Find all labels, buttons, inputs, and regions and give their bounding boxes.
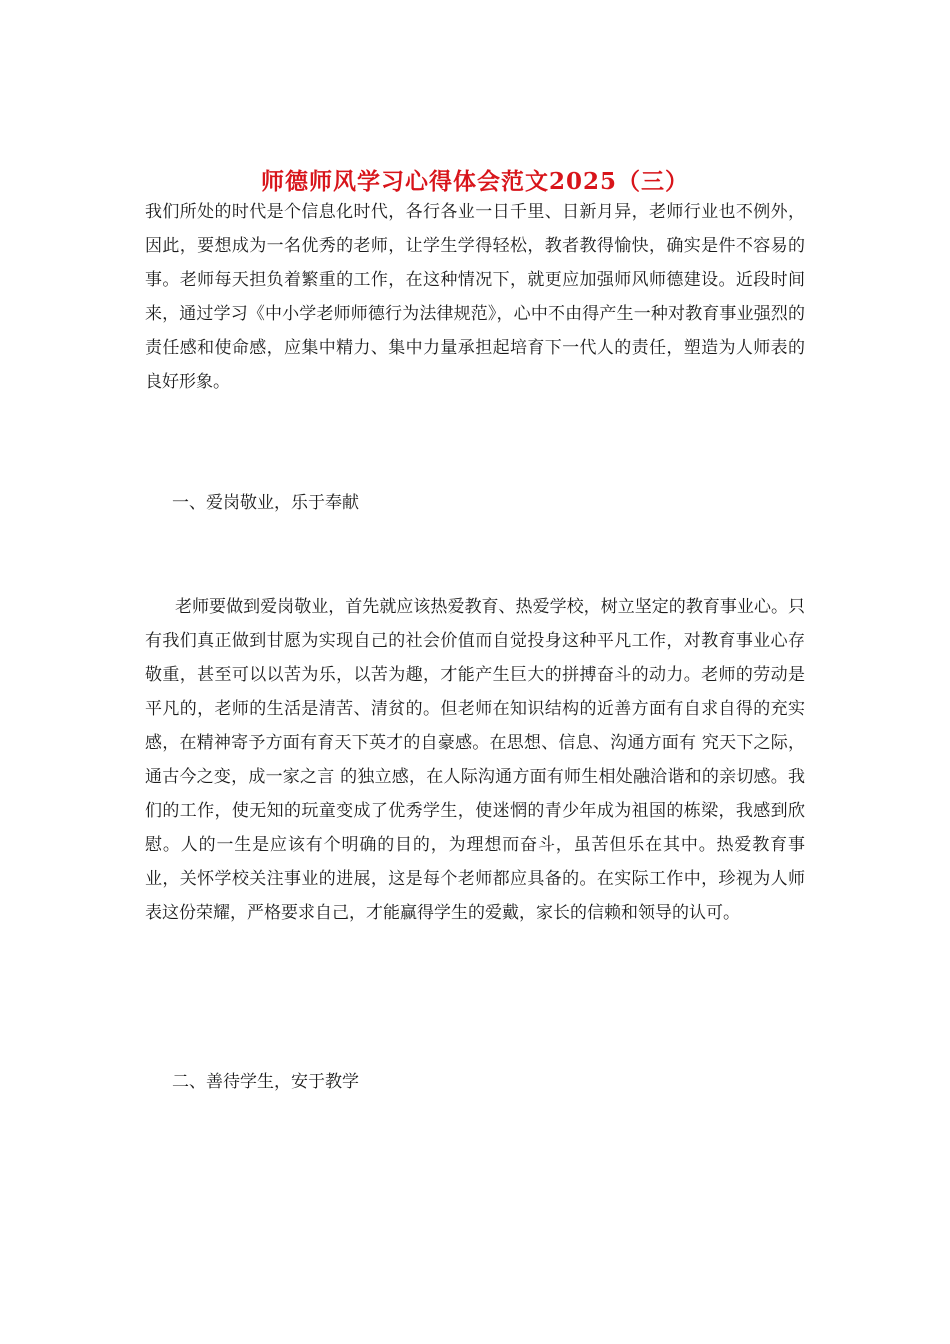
document-title: 师德师风学习心得体会范文2025（三） — [260, 168, 689, 196]
section-body-1: 老师要做到爱岗敬业，首先就应该热爱教育、热爱学校，树立坚定的教育事业心。只有我们真正做到甘愿为实现自己的社会价值而自觉投身这种平凡工作，对教育事业心存敬重，甚至可以以苦为乐，以苦为趣，才能产生巨大的拼搏奋斗的动力。老师的劳动是平凡的，老师的生活是清苦、清贫的。但老师在知识结构的近善方面有自求自得的充实感，在精神寄予方面有育天下英才的自豪感。在思想、信息、沟通方面有 究天下之际，通古今之变，成一家之言 的独立感，在人际沟通方面有师生相处融洽谐和的亲切感。我们的工作，使无知的玩童变成了优秀学生，使迷惘的青少年成为祖国的栋梁，我感到欣慰。人的一生是应该有个明确的目的，为理想而奋斗，虽苦但乐在其中。热爱教育事业，关怀学校关注事业的进展，这是每个老师都应具备的。在实际工作中，珍视为人师表这份荣耀，严格要求自己，才能赢得学生的爱戴，家长的信赖和领导的认可。 — [145, 597, 805, 923]
section-heading-2: 二、善待学生，安于教学 — [172, 1072, 359, 1092]
intro-paragraph: 我们所处的时代是个信息化时代，各行各业一日千里、日新月异，老师行业也不例外，因此，要想成为一名优秀的老师，让学生学得轻松，教者教得愉快，确实是件不容易的事。老师每天担负着繁重的工作，在这种情况下，就更应加强师风师德建设。近段时间来，通过学习《中小学老师师德行为法律规范》，心中不由得产生一种对教育事业强烈的责任感和使命感，应集中精力、集中力量承担起培育下一代人的责任，塑造为人师表的良好形象。 — [145, 202, 805, 392]
section-heading-1: 一、爱岗敬业，乐于奉献 — [172, 493, 359, 513]
